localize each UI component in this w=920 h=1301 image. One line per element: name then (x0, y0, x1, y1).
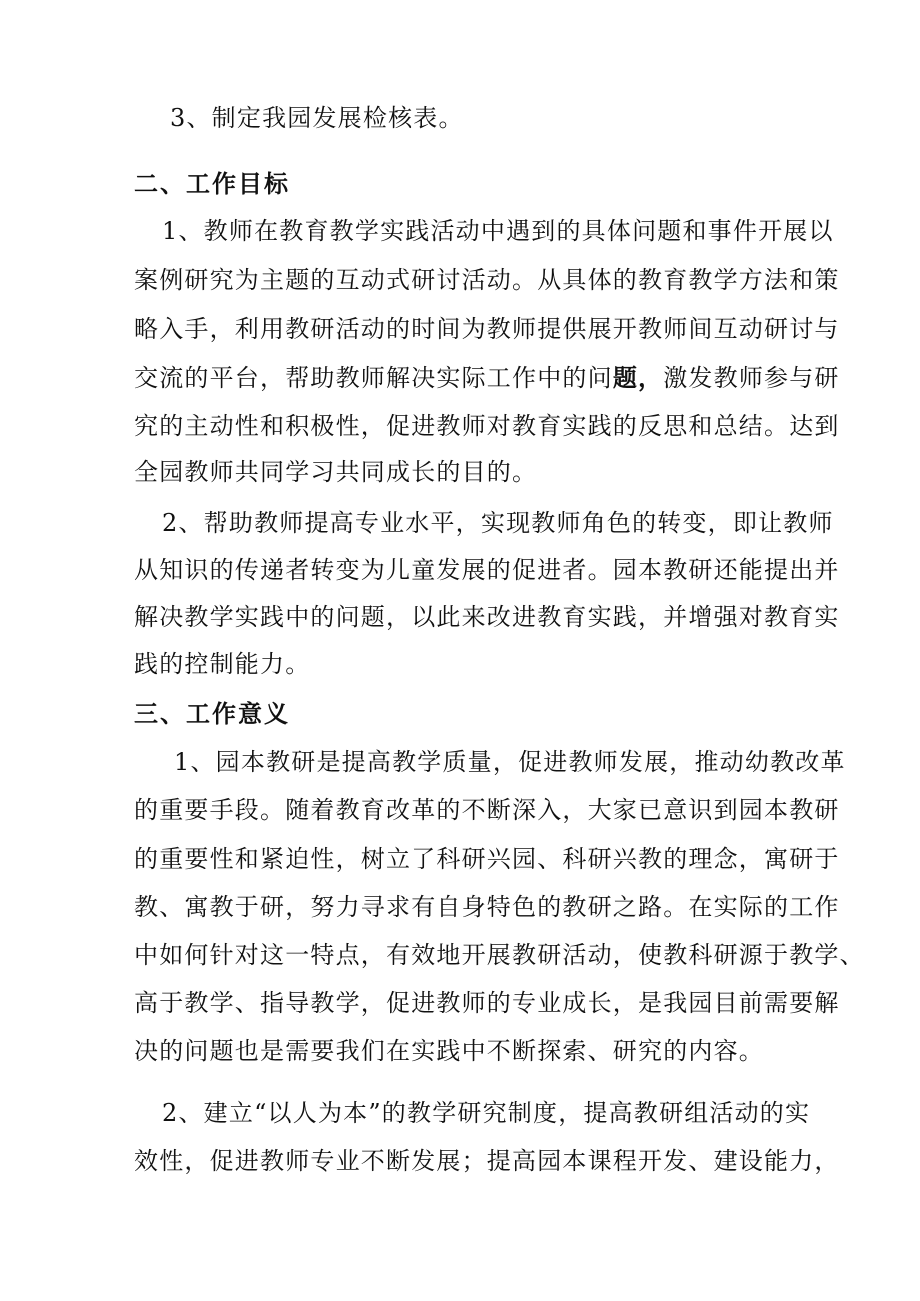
paragraph-line: 效性，促进教师专业不断发展；提高园本课程开发、建设能力， (134, 1147, 840, 1175)
text-span: 交流的平台，帮助教师解决实际工作中的问 (134, 364, 613, 392)
paragraph-line: 践的控制能力。 (134, 650, 311, 678)
text-span: 激发教师参与研 (663, 364, 840, 392)
paragraph-line: 教、寓教于研，努力寻求有自身特色的教研之路。在实际的工作 (134, 893, 840, 921)
paragraph-line: 高于教学、指导教学，促进教师的专业成长，是我园目前需要解 (134, 989, 840, 1017)
paragraph-line: 1、教师在教育教学实践活动中遇到的具体问题和事件开展以 (162, 217, 834, 245)
bold-text-span: 题， (612, 363, 664, 392)
paragraph-line: 解决教学实践中的问题，以此来改进教育实践，并增强对教育实 (134, 603, 840, 631)
paragraph-line: 的重要性和紧迫性，树立了科研兴园、科研兴教的理念，寓研于 (134, 845, 840, 873)
paragraph-line: 中如何针对这一特点，有效地开展教研活动，使教科研源于教学、 (134, 941, 865, 969)
paragraph-line: 2、帮助教师提高专业水平，实现教师角色的转变，即让教师 (162, 509, 834, 537)
list-item-3: 3、制定我园发展检核表。 (170, 104, 464, 132)
paragraph-line: 全园教师共同学习共同成长的目的。 (134, 458, 538, 486)
paragraph-line: 2、建立“以人为本”的教学研究制度，提高教研组活动的实 (162, 1099, 811, 1127)
paragraph-line: 决的问题也是需要我们在实践中不断探索、研究的内容。 (134, 1037, 764, 1065)
paragraph-line: 略入手，利用教研活动的时间为教师提供展开教师间互动研讨与 (134, 315, 840, 343)
paragraph-line: 从知识的传递者转变为儿童发展的促进者。园本教研还能提出并 (134, 556, 840, 584)
section-heading-significance: 三、工作意义 (134, 700, 290, 728)
paragraph-line: 案例研究为主题的互动式研讨活动。从具体的教育教学方法和策 (134, 266, 840, 294)
paragraph-line: 究的主动性和积极性，促进教师对教育实践的反思和总结。达到 (134, 412, 840, 440)
paragraph-line (134, 361, 840, 395)
section-heading-goals: 二、工作目标 (134, 170, 290, 198)
paragraph-line: 的重要手段。随着教育改革的不断深入，大家已意识到园本教研 (134, 796, 840, 824)
paragraph-line: 1、园本教研是提高教学质量，促进教师发展，推动幼教改革 (174, 748, 846, 776)
